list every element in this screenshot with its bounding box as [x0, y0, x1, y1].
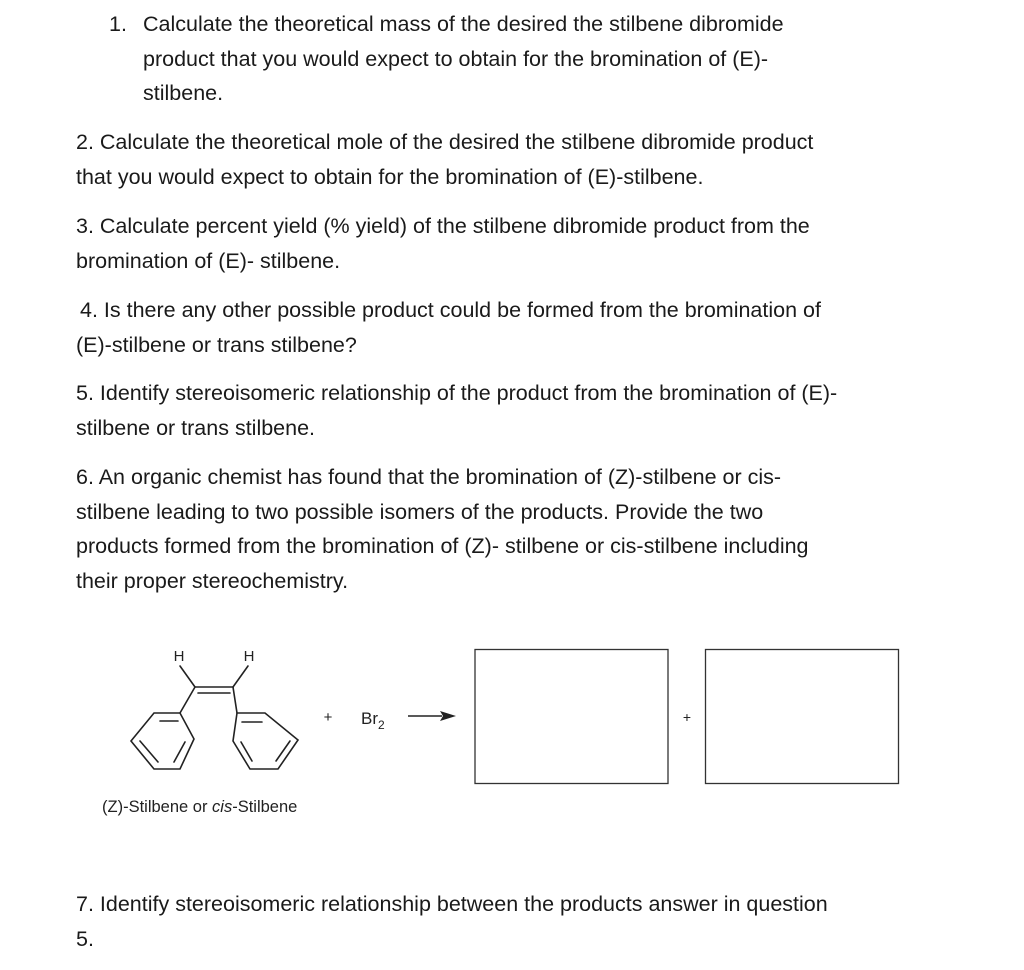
benzene-left-inner-bond-1 [174, 742, 185, 762]
question-6-line-2: stilbene leading to two possible isomers of the products. Provide the two [76, 499, 764, 524]
z-stilbene-structure [131, 648, 298, 769]
question-1-line-1: Calculate the theoretical mass of the desired the stilbene dibromide [143, 12, 784, 36]
c-ring-bond-left [180, 687, 195, 713]
hydrogen-label-left: H [173, 648, 185, 665]
question-6-line-1: 6. An organic chemist has found that the bromination of (Z)-stilbene or cis- [76, 465, 782, 489]
question-7 [76, 887, 996, 956]
question-3 [76, 209, 976, 278]
c-ring-bond-right [233, 687, 237, 713]
question-4-line-2: (E)-stilbene or trans stilbene? [76, 332, 357, 357]
reagent-subscript: 2 [378, 718, 385, 732]
question-2-line-2: that you would expect to obtain for the bromination of (E)-stilbene. [76, 164, 704, 189]
question-6-line-3: products formed from the bromination of (Z)- stilbene or cis-stilbene including [76, 534, 809, 558]
question-3-line-2: bromination of (E)- stilbene. [76, 248, 341, 273]
question-3-line-1: 3. Calculate percent yield (% yield) of the stilbene dibromide product from the [76, 214, 810, 238]
structure-caption [102, 798, 297, 816]
question-7-line-2: 5. [76, 926, 94, 951]
question-2-line-1: 2. Calculate the theoretical mole of the desired the stilbene dibromide product [76, 130, 814, 154]
product-answer-box-2[interactable] [706, 650, 899, 784]
question-5-line-1: 5. Identify stereoisomeric relationship of the product from the bromination of (E)- [76, 381, 838, 405]
product-answer-box-1[interactable] [475, 650, 668, 784]
question-6 [76, 460, 976, 598]
plus-sign-reagent: + [323, 709, 333, 726]
question-1 [109, 7, 872, 111]
ch-bond-right [233, 666, 248, 687]
question-5-line-2: stilbene or trans stilbene. [76, 415, 316, 440]
reaction-arrow [408, 711, 456, 721]
hydrogen-label-right: H [243, 648, 255, 665]
question-6-line-4: their proper stereochemistry. [76, 568, 349, 593]
question-2 [76, 125, 976, 194]
caption-suffix: -Stilbene [232, 798, 298, 816]
benzene-right-inner-bond-2 [276, 741, 290, 761]
reaction-scheme [0, 630, 1024, 830]
question-1-number: 1. [109, 12, 127, 36]
question-5 [76, 376, 986, 445]
caption-prefix: (Z)-Stilbene or [102, 798, 213, 816]
question-1-line-3: stilbene. [143, 81, 224, 105]
reagent-symbol: Br [361, 709, 378, 728]
benzene-left-inner-bond-3 [140, 741, 158, 762]
plus-sign-products: + [682, 709, 692, 725]
question-7-line-1: 7. Identify stereoisomeric relationship between the products answer in question [76, 892, 828, 916]
caption-italic: cis [212, 798, 233, 816]
reagent-br2 [361, 709, 385, 732]
question-4 [76, 293, 980, 362]
ch-bond-left [180, 666, 195, 687]
question-4-line-1: 4. Is there any other possible product could be formed from the bromination of [80, 298, 821, 322]
question-1-line-2: product that you would expect to obtain for the bromination of (E)- [143, 46, 769, 71]
